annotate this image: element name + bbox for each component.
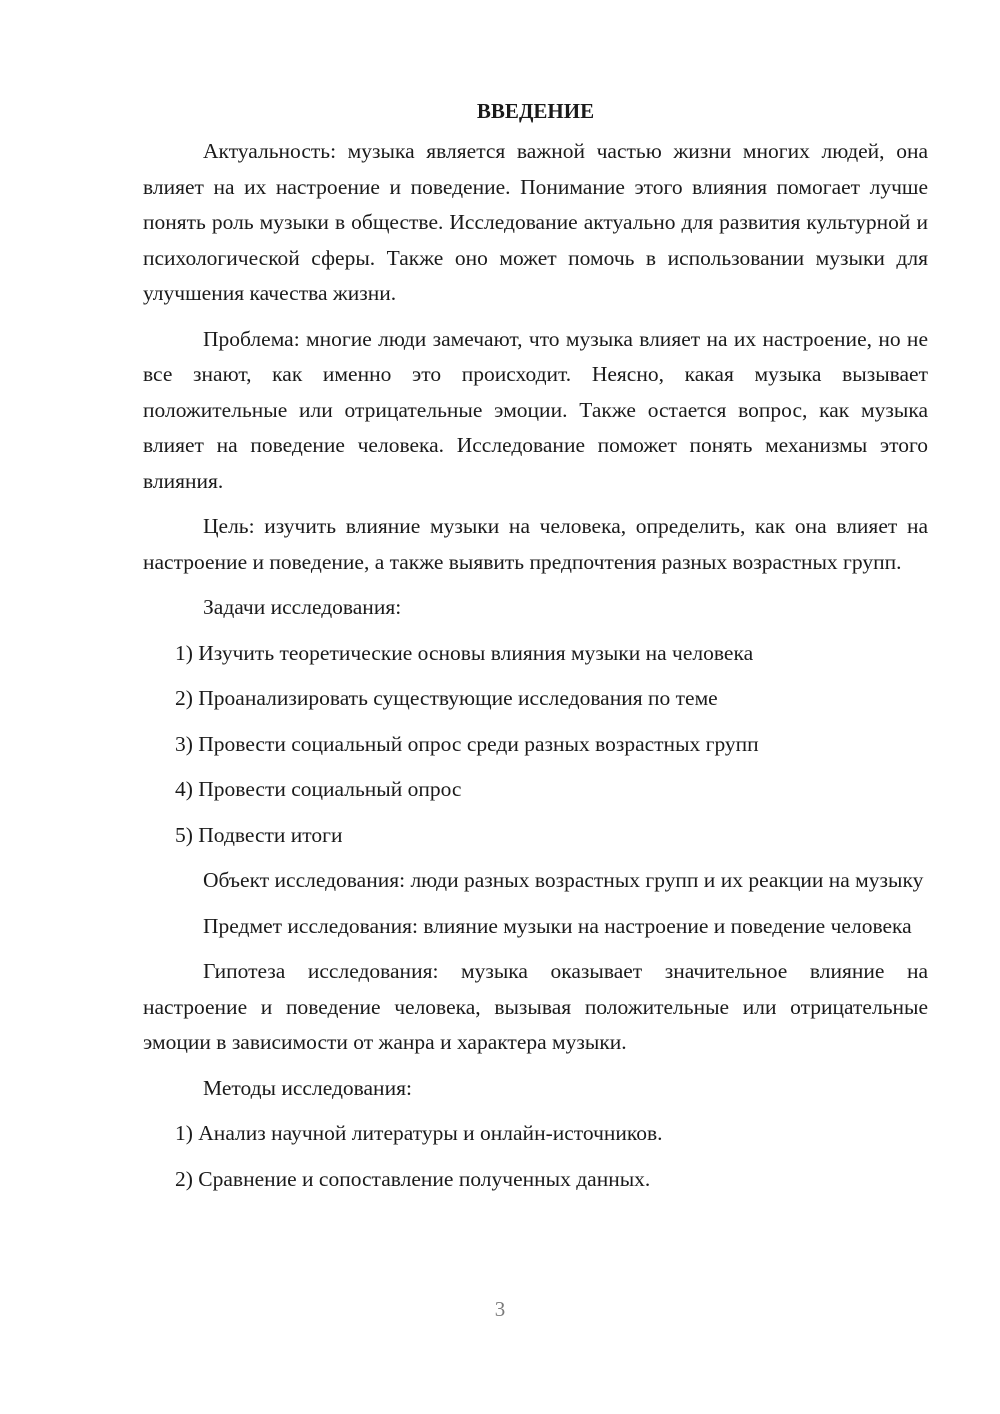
object-paragraph: Объект исследования: люди разных возрастных групп и их реакции на музыку <box>203 868 924 892</box>
task-item: 1) Изучить теоретические основы влияния музыки на человека <box>175 640 754 665</box>
task-item: 2) Проанализировать существующие исследования по теме <box>175 686 718 710</box>
problem-paragraph: Проблема: многие люди замечают, что музыка влияет на их настроение, но не все знают, как именно это происходит. Неясно, какая музыка вызывает положительные или отрицательные эмоции. Также остается вопрос, как музыка влияет на поведение человека. Исследование поможет понять механизмы этого влияния. <box>143 326 928 493</box>
hypothesis-paragraph: Гипотеза исследования: музыка оказывает значительное влияние на настроение и поведение человека, вызывая положительные или отрицательные эмоции в зависимости от жанра и характера музыки. <box>143 959 928 1054</box>
document-page <box>143 92 928 1207</box>
page-number: 3 <box>494 1297 506 1321</box>
task-item: 4) Провести социальный опрос <box>175 777 462 801</box>
task-item: 5) Подвести итоги <box>175 822 343 847</box>
tasks-heading: Задачи исследования: <box>203 595 402 619</box>
methods-heading: Методы исследования: <box>203 1075 412 1100</box>
tasks-list <box>143 636 928 854</box>
methods-list <box>143 1116 928 1197</box>
goal-paragraph: Цель: изучить влияние музыки на человека, определить, как она влияет на настроение и поведение, а также выявить предпочтения разных возрастных групп. <box>143 514 928 574</box>
subject-paragraph: Предмет исследования: влияние музыки на настроение и поведение человека <box>203 913 912 938</box>
method-item: 2) Сравнение и сопоставление полученных данных. <box>175 1166 651 1191</box>
page-title: ВВЕДЕНИЕ <box>476 99 595 123</box>
task-item: 3) Провести социальный опрос среди разных возрастных групп <box>175 731 759 756</box>
relevance-paragraph: Актуальность: музыка является важной частью жизни многих людей, она влияет на их настроение и поведение. Понимание этого влияния помогает лучше понять роль музыки в обществе. Исследование актуально для развития культурной и психологической сферы. Также оно может помочь в использовании музыки для улучшения качества жизни. <box>143 139 928 305</box>
method-item: 1) Анализ научной литературы и онлайн-источников. <box>175 1121 663 1145</box>
